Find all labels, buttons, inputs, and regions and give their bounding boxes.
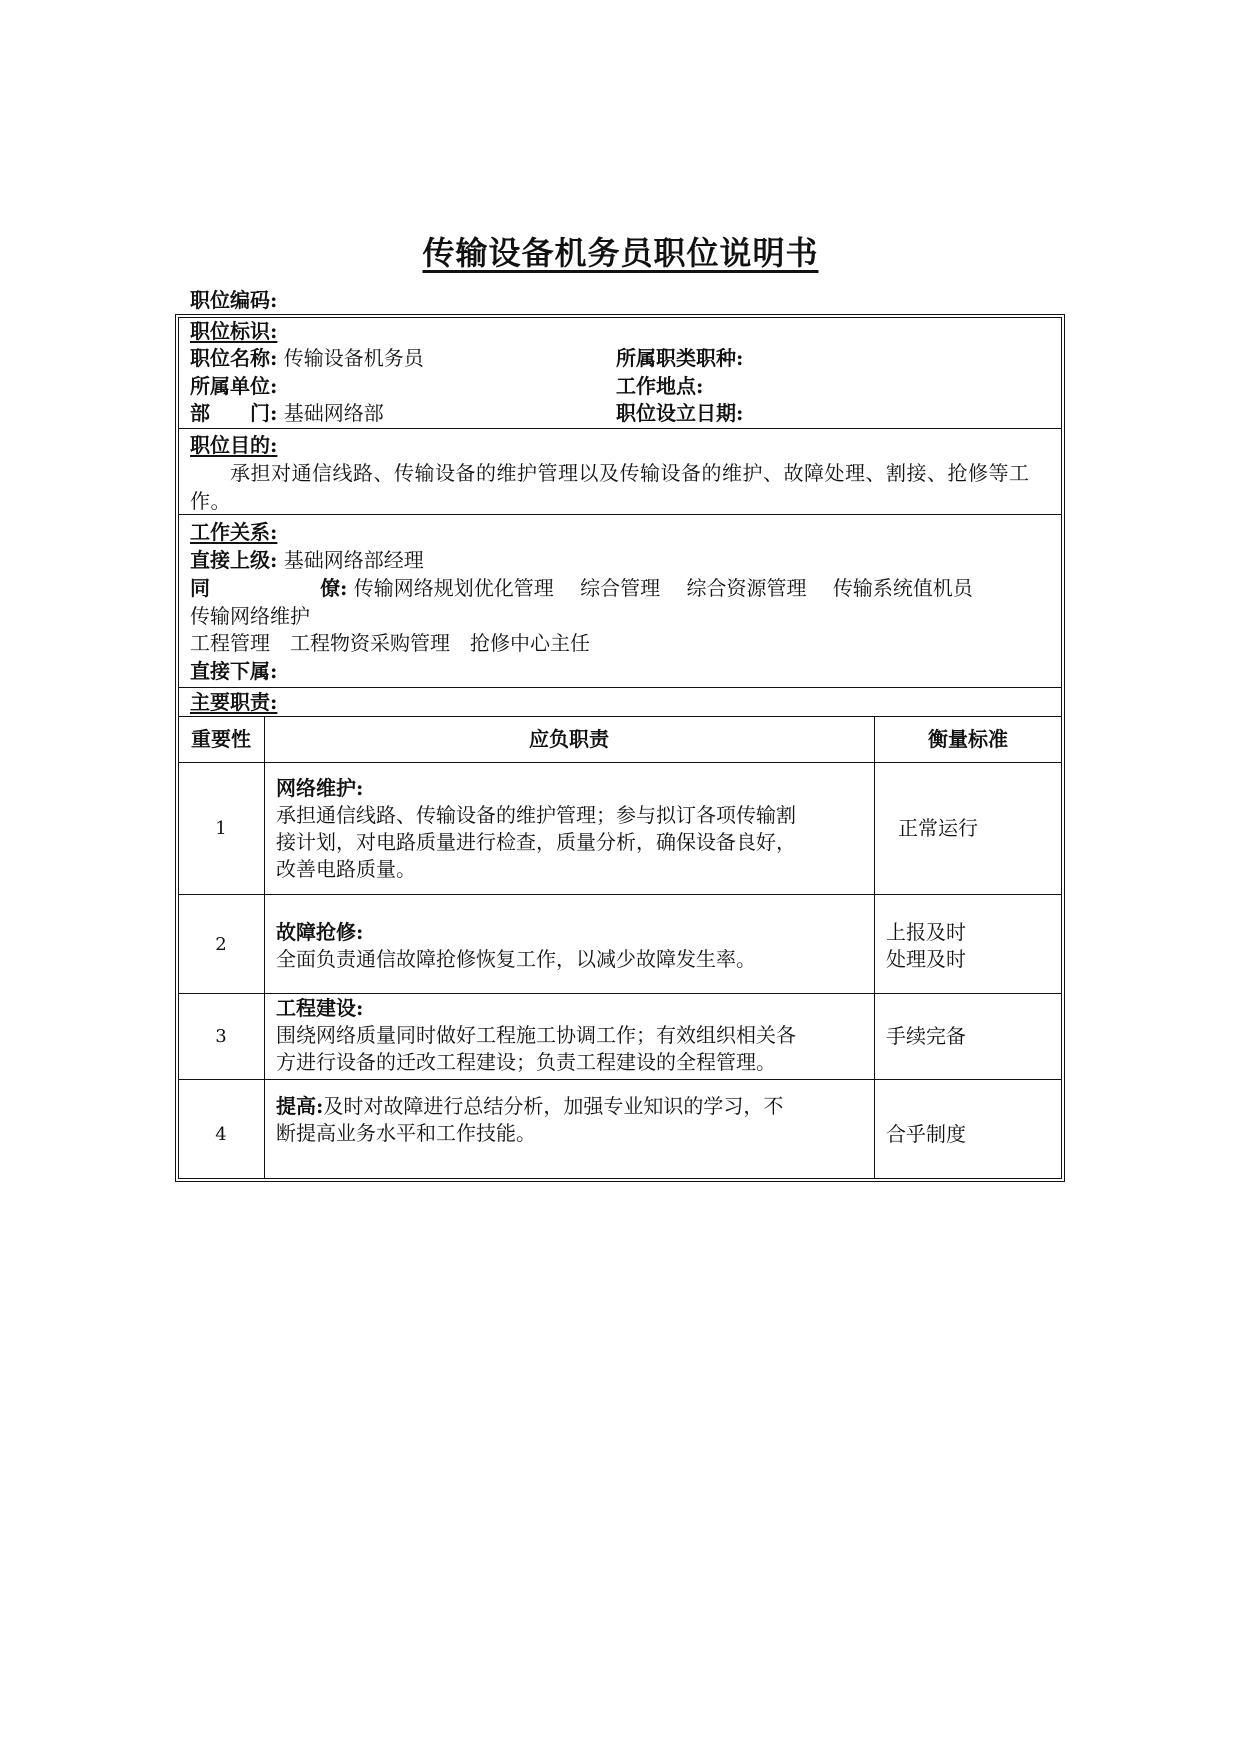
duty-1-title: 网络维护:: [276, 776, 364, 800]
position-name-label: 职位名称:: [190, 346, 278, 370]
direct-superior-value: 基础网络部经理: [283, 548, 424, 572]
position-code-label: 职位编码:: [190, 288, 278, 312]
direct-superior-label: 直接上级:: [190, 548, 278, 572]
duty-3-text: 围绕网络质量同时做好工程施工协调工作；有效组织相关各方进行设备的迁改工程建设；负责工程建设的全程管理。: [276, 1023, 796, 1074]
duties-heading: 主要职责:: [190, 690, 278, 714]
duty-4-standard: 合乎制度: [886, 1122, 966, 1146]
col-header-duty: 应负职责: [529, 727, 609, 751]
column-divider: [264, 717, 265, 1179]
relations-heading: 工作关系:: [190, 520, 278, 544]
peers-label-end: 僚:: [320, 576, 348, 600]
purpose-heading: 职位目的:: [190, 433, 278, 457]
position-name-value: 传输设备机务员: [283, 346, 424, 370]
unit-label: 所属单位:: [190, 374, 278, 398]
document-title: 传输设备机务员职位说明书: [422, 234, 819, 272]
department-value: 基础网络部: [283, 401, 384, 425]
peers-label-start: 同: [190, 576, 210, 600]
duty-1-content: [276, 775, 796, 883]
col-header-standard: 衡量标准: [928, 727, 1008, 751]
duty-2-standard: 上报及时 处理及时: [886, 920, 966, 971]
duty-1-standard: 正常运行: [898, 816, 978, 840]
purpose-text: 承担对通信线路、传输设备的维护管理以及传输设备的维护、故障处理、割接、抢修等工作。: [190, 461, 1030, 513]
direct-subordinate-label: 直接下属:: [190, 659, 278, 683]
relations-section: [178, 515, 1062, 688]
duty-2-number: 2: [215, 934, 227, 955]
duty-1-text: 承担通信线路、传输设备的维护管理；参与拟订各项传输割接计划，对电路质量进行检查，质量分析，确保设备良好，改善电路质量。: [276, 803, 796, 881]
row-divider: [178, 894, 1062, 895]
col-header-importance: 重要性: [191, 727, 251, 751]
duty-3-content: [276, 995, 796, 1076]
row-divider: [178, 993, 1062, 994]
duty-1-number: 1: [215, 818, 227, 839]
purpose-section: [178, 429, 1062, 515]
peers-line-3: 工程管理 工程物资采购管理 抢修中心主任: [190, 631, 590, 655]
duty-4-content: [276, 1093, 796, 1147]
column-divider: [874, 717, 875, 1179]
peers-line-1: 传输网络规划优化管理 综合管理 综合资源管理 传输系统值机员: [353, 576, 973, 600]
duty-4-number: 4: [215, 1124, 227, 1145]
duty-3-title: 工程建设:: [276, 996, 364, 1020]
established-date-label: 职位设立日期:: [616, 401, 744, 425]
identification-section: [178, 317, 1062, 429]
duty-4-title: 提高:: [276, 1094, 324, 1118]
duty-2-text: 全面负责通信故障抢修恢复工作，以减少故障发生率。: [276, 947, 756, 971]
duty-2-content: [276, 919, 796, 973]
duties-table: [178, 717, 1062, 1179]
peers-line-2: 传输网络维护: [190, 604, 310, 628]
duty-4-text: 及时对故障进行总结分析，加强专业知识的学习，不断提高业务水平和工作技能。: [276, 1094, 784, 1145]
department-label: 部 门:: [190, 401, 278, 425]
work-location-label: 工作地点:: [616, 374, 704, 398]
row-divider: [178, 1079, 1062, 1080]
duty-3-number: 3: [215, 1026, 227, 1047]
duty-2-title: 故障抢修:: [276, 920, 364, 944]
job-category-label: 所属职类职种:: [616, 346, 744, 370]
row-divider: [178, 762, 1062, 763]
duty-3-standard: 手续完备: [886, 1024, 966, 1048]
duties-heading-section: [178, 688, 1062, 717]
identification-heading: 职位标识:: [190, 319, 278, 343]
